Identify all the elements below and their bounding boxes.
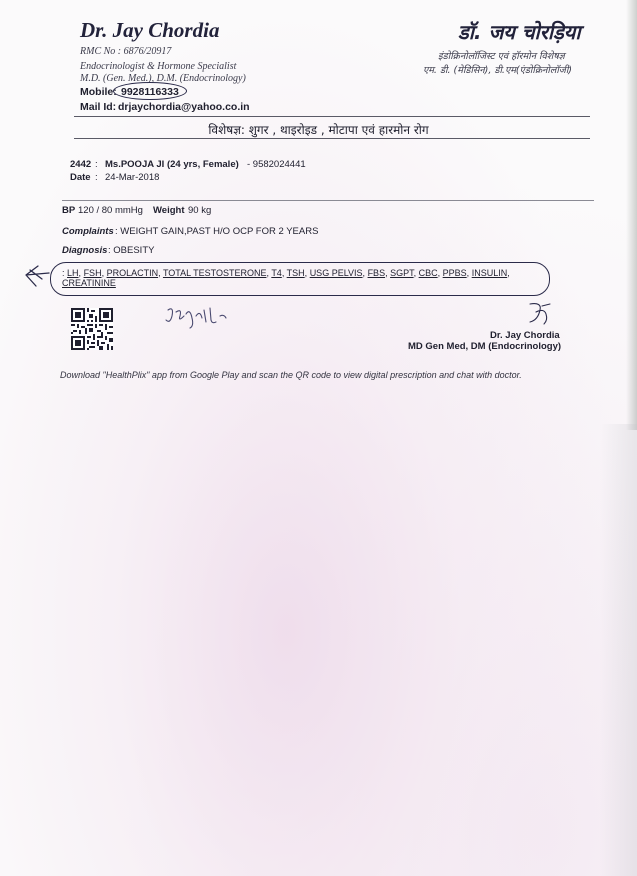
test-fsh: FSH [83,268,102,278]
doctor-name-english: Dr. Jay Chordia [80,18,220,42]
role-english: Endocrinologist & Hormone Specialist [80,61,237,72]
prescription-date: 24-Mar-2018 [105,172,160,183]
date-label: Date [70,172,91,183]
investigations-line-1: : LH, FSH, PROLACTIN, TOTAL TESTOSTERONE, T4, TSH, USG PELVIS, FBS, SGPT, CBC, PPBS, INSULIN, [62,268,510,278]
speciality-hindi: विशेषज्ञ: शुगर , थाइरोइड , मोटापा एवं हारमोन रोग [208,123,429,137]
qualification-english: M.D. (Gen. Med.), D.M. (Endocrinology) [80,73,246,84]
mobile-label: Mobile: [80,86,117,98]
test-insulin: INSULIN [471,268,508,278]
test-lh: LH [67,268,79,278]
complaints-label: Complaints [62,226,114,237]
weight-label: Weight [153,205,185,216]
mail-address: drjaychordia@yahoo.co.in [118,101,250,113]
test-t4: T4 [271,268,282,278]
bp-label: BP [62,205,76,216]
patient-name: Ms.POOJA JI (24 yrs, Female) [105,159,239,170]
test-tsh: TSH [286,268,305,278]
handwritten-arrow-icon [22,262,52,288]
signature-title: MD Gen Med, DM (Endocrinology) [408,341,562,352]
handwritten-note [160,302,240,332]
test-usg-pelvis: USG PELVIS [309,268,363,278]
test-ppbs: PPBS [442,268,467,278]
bp-value: 120 / 80 mmHg [78,205,143,216]
patient-id: 2442 [70,159,92,170]
test-fbs: FBS [367,268,386,278]
doctor-name-hindi: डॉ. जय चोरड़िया [458,20,581,44]
qualification-hindi: एम. डी. (मेडिसिन), डी.एम(एंडोक्रिनोलॉजी) [423,65,572,76]
diagnosis-label: Diagnosis [62,245,108,256]
diagnosis-text: : OBESITY [108,245,155,256]
mail-label: Mail Id: [80,101,117,113]
patient-sep: : [95,159,98,170]
paper-edge-shadow [626,0,637,430]
test-total-testosterone: TOTAL TESTOSTERONE [162,268,267,278]
date-sep: : [95,172,98,183]
test-cbc: CBC [418,268,438,278]
divider-top [74,116,590,117]
rmc-number: RMC No : 6876/20917 [80,46,172,57]
role-hindi: इंडोक्रिनोलॉजिस्ट एवं हॉरमोन विशेषज्ञ [438,51,565,62]
investigations-line-2 [62,278,116,288]
test-creatinine: CREATININE [62,278,116,288]
divider-patient [62,200,594,201]
test-prolactin: PROLACTIN [106,268,159,278]
investigations-prefix: : [62,268,65,278]
paper-fold-shadow [600,424,637,876]
mobile-number: 9928116333 [121,86,179,98]
qr-code[interactable] [71,308,113,350]
handwritten-circle-mobile [113,82,187,100]
test-sgpt: SGPT [390,268,414,278]
signature-name: Dr. Jay Chordia [490,330,560,341]
divider-bottom [74,138,590,139]
complaints-text: : WEIGHT GAIN,PAST H/O OCP FOR 2 YEARS [115,226,319,237]
weight-value: 90 kg [188,205,212,216]
healthplix-note: Download "HealthPlix" app from Google Play and scan the QR code to view digital prescription and chat with doctor. [60,370,522,380]
doctor-signature [524,300,554,328]
patient-phone: - 9582024441 [247,159,306,170]
